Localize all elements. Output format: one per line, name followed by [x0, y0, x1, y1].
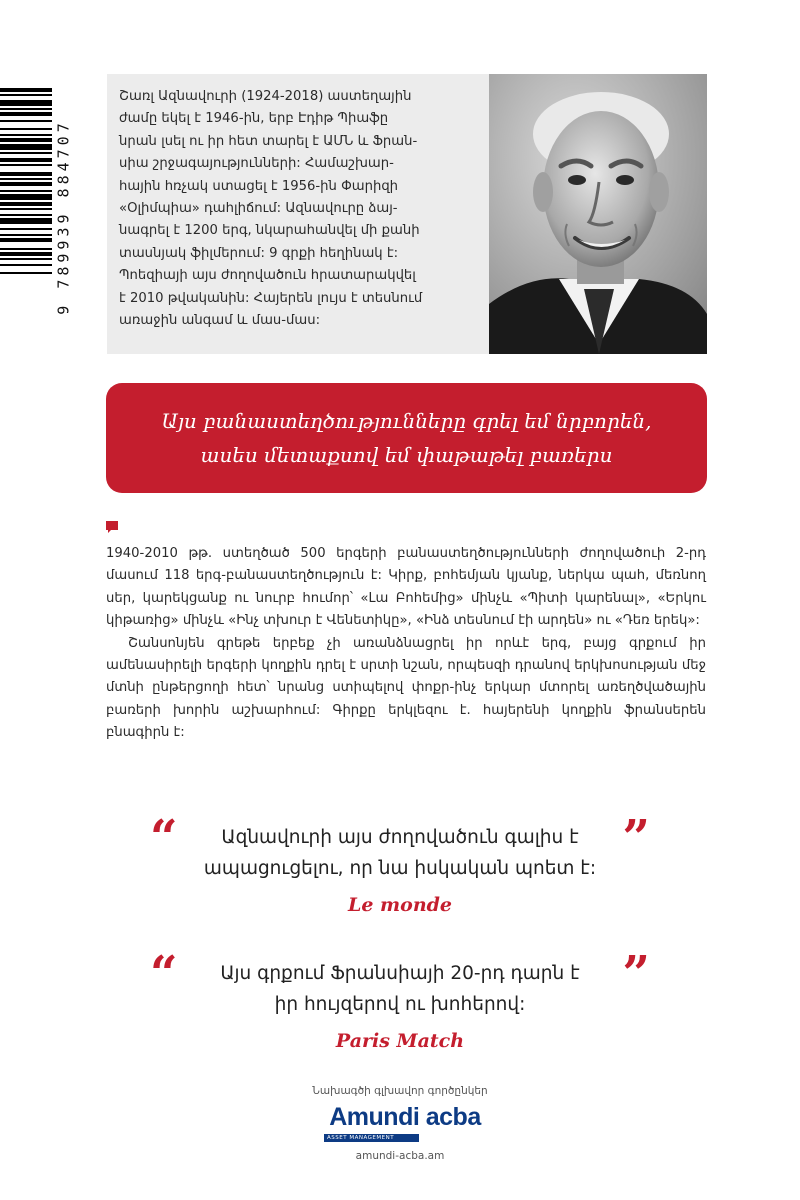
- barcode-bar: [0, 264, 52, 266]
- barcode-digits: 9 789939 884707: [55, 119, 73, 315]
- barcode-bar: [0, 100, 52, 106]
- barcode-bar: [0, 178, 52, 180]
- barcode-bar: [0, 252, 52, 256]
- barcode-bar: [0, 228, 52, 230]
- barcode-bar: [0, 214, 52, 216]
- bio-line: նրան լսել ու իր հետ տարել է ԱՄՆ և Ֆրան-: [119, 133, 418, 149]
- barcode-bar: [0, 248, 52, 250]
- bio-line: առաջին անգամ և մաս-մաս:: [119, 313, 321, 329]
- barcode-bar: [0, 234, 52, 236]
- barcode-bar: [0, 238, 52, 242]
- author-portrait: [489, 74, 707, 354]
- barcode-bar: [0, 272, 52, 274]
- bio-line: նագրել է 1200 երգ, նկարահանվել մի քանի: [119, 223, 420, 239]
- barcode-bar: [0, 144, 52, 150]
- logo-subtext: ASSET MANAGEMENT: [327, 1135, 395, 1141]
- open-quote-icon: “: [150, 946, 178, 1002]
- open-quote-icon: “: [150, 810, 178, 866]
- barcode-bar: [0, 182, 52, 186]
- quote-banner: [106, 383, 707, 493]
- barcode-bar: [0, 138, 52, 142]
- barcode: [0, 88, 76, 346]
- barcode-bar: [0, 128, 52, 130]
- quote-source: Paris Match: [335, 1030, 465, 1052]
- bio-line: է 2010 թվականին: Հայերեն լույս է տեսնում: [119, 290, 423, 306]
- close-quote-icon: ”: [622, 946, 650, 1002]
- quote-text: [195, 822, 605, 884]
- banner-line: ասես մետաքսով եմ փաթաթել բառերս: [200, 443, 613, 467]
- barcode-bar: [0, 190, 52, 192]
- portrait-illustration: [489, 74, 707, 354]
- description-paragraph: Շանսոնյեն գրեթե երբեք չի առանձնացրել իր որևէ երգ, բայց գրքում իր ամենասիրելի երգերի կողքին դրել է սրտի նշան, որպեսզի դրանով երկխոսության մեջ մտնի ընթերցողի հետ՝ նրանց ստիպելով փոքր-ինչ երկար մտորել առեղծվածային բառերի խորին աշխարհում: Գիրքը երկլեզու է. հայերենի կողքին ֆրանսերեն բնագիրն է:: [106, 635, 706, 741]
- barcode-bar: [0, 108, 52, 110]
- close-quote-icon: ”: [622, 810, 650, 866]
- barcode-bar: [0, 258, 52, 260]
- barcode-bar: [0, 164, 52, 166]
- barcode-bar: [0, 94, 52, 96]
- barcode-bar: [0, 208, 52, 210]
- bio-line: տասնյակ ֆիլմերում: 9 գրքի հեղինակ է:: [119, 245, 399, 261]
- description-paragraph: 1940-2010 թթ. ստեղծած 500 երգերի բանաստեղծությունների ժողովածուի 2-րդ մասում 118 երգ-բանաստեղծություն է: Կիրք, բոհեմյան կյանք, ներկա պահ, մեռնող սեր, կարեկցանք ու նուրբ հումոր՝ «Լա Բոհեմից» մինչև «Պիտի կարենալ», «Երկու կիթառից» մինչև «Ինչ տխուր է Վենետիկը», «Ինձ տեսնում էի արդեն» ու «Դեռ երեկ»:: [106, 546, 706, 629]
- barcode-bar: [0, 112, 52, 116]
- barcode-bar: [0, 120, 52, 122]
- author-panel: [107, 74, 707, 354]
- quote-line: Ազնավուրի այս ժողովածուն գալիս է: [221, 827, 579, 848]
- bio-line: Շառլ Ազնավուրի (1924-2018) աստեղային: [119, 89, 412, 104]
- barcode-bar: [0, 194, 52, 200]
- bio-line: «Օլիմպիա» դահլիճում: Ազնավուրը ձայ-: [119, 201, 398, 217]
- barcode-bar: [0, 88, 52, 92]
- banner-line: Այս բանաստեղծությունները գրել եմ նրբորեն,: [161, 409, 652, 433]
- barcode-bar: [0, 158, 52, 162]
- quote-source: Le monde: [347, 894, 453, 916]
- bio-line: հային հռչակ ստացել է 1956-ին Փարիզի: [119, 178, 399, 194]
- partner-logo: [324, 1102, 486, 1140]
- bio-line: ժամը եկել է 1946-ին, երբ Էդիթ Պիաֆը: [119, 111, 389, 127]
- barcode-bar: [0, 172, 52, 176]
- quote-line: Այս գրքում Ֆրանսիայի 20-րդ դարն է: [220, 963, 580, 984]
- logo-subtext-bar: [324, 1134, 419, 1142]
- barcode-bar: [0, 218, 52, 224]
- partners-label: Նախագծի գլխավոր գործընկեր: [312, 1085, 488, 1097]
- barcode-bar: [0, 152, 52, 154]
- website-link: amundi-acba.am: [355, 1150, 445, 1162]
- quote-line: ապացուցելու, որ նա իսկական պոետ է:: [203, 858, 597, 879]
- review-quote: [150, 946, 650, 1052]
- bio-line: Պոեզիայի այս ժողովածուն հրատարակվել: [119, 268, 416, 284]
- quote-text: [195, 958, 605, 1020]
- logo-text: Amundi acba: [329, 1103, 481, 1131]
- barcode-digits-wrap: [52, 88, 76, 346]
- book-description: [106, 543, 706, 745]
- barcode-bar: [0, 202, 52, 206]
- barcode-bars: [0, 88, 52, 346]
- speech-bubble-icon: [106, 521, 118, 533]
- review-quote: [150, 810, 650, 916]
- author-bio: [119, 86, 487, 332]
- quote-line: իր հույզերով ու խոհերով:: [274, 994, 526, 1015]
- bio-line: սիա շրջագայությունների: Համաշխար-: [119, 156, 394, 172]
- barcode-bar: [0, 134, 52, 136]
- banner-text: [142, 404, 672, 472]
